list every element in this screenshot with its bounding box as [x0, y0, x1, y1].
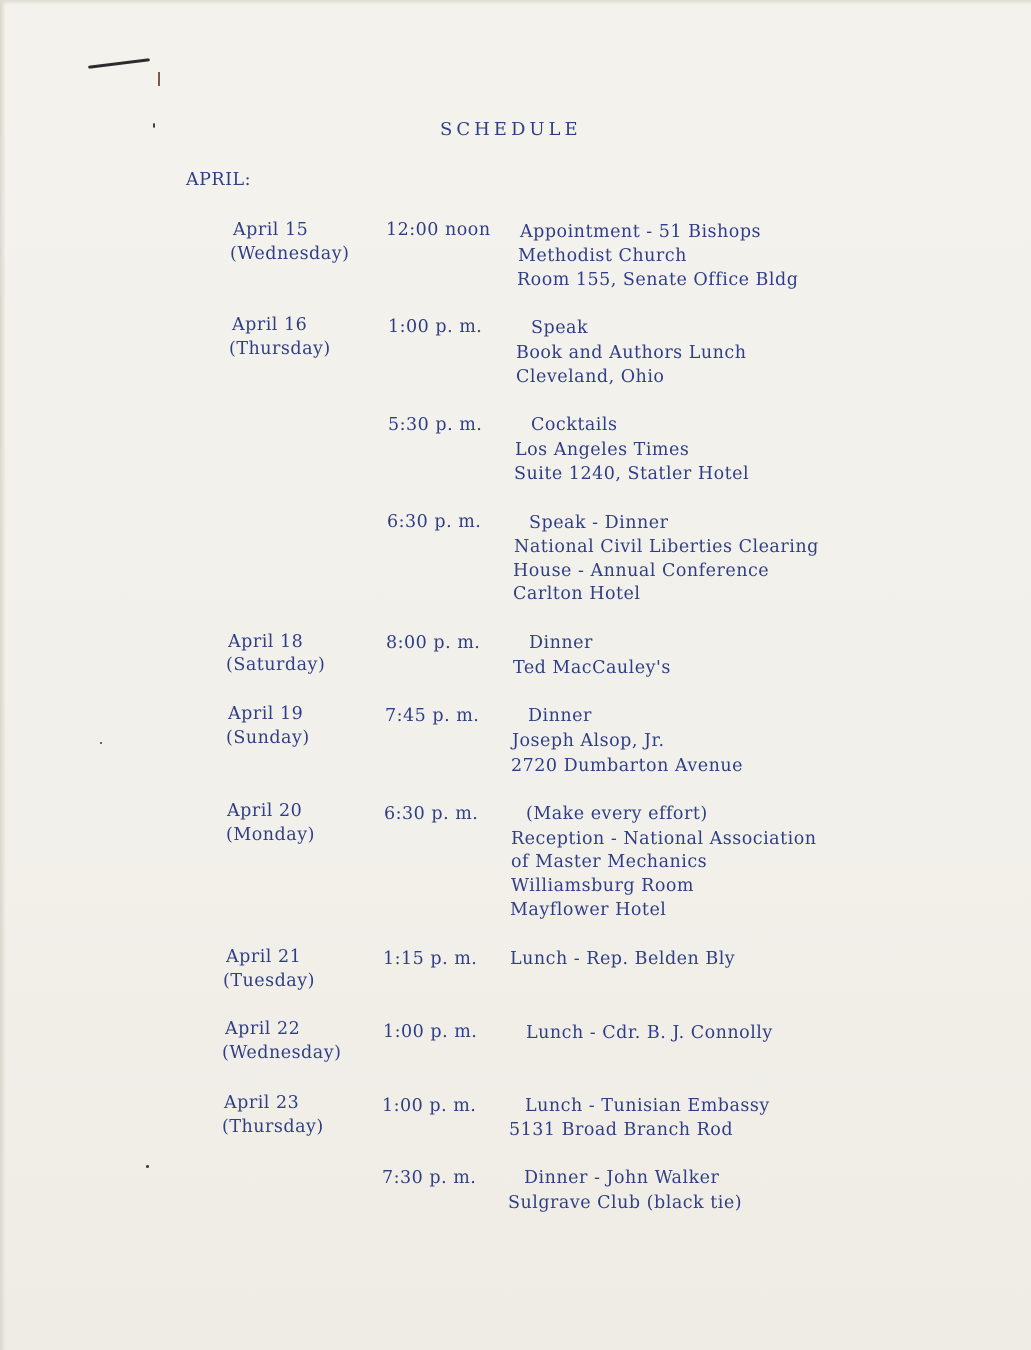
paper-top-edge — [0, 0, 1031, 5]
entry-line: 2720 Dumbarton Avenue — [511, 756, 743, 776]
entry-line: National Civil Liberties Clearing — [514, 537, 819, 557]
entry-time: 7:30 p. m. — [382, 1168, 477, 1188]
entry-day: (Thursday) — [222, 1117, 324, 1137]
entry-day: (Monday) — [226, 825, 315, 845]
entry-line: Carlton Hotel — [513, 584, 641, 604]
entry-line: Lunch - Rep. Belden Bly — [510, 949, 736, 969]
entry-day: (Saturday) — [226, 655, 326, 675]
entry-line: Ted MacCauley's — [513, 658, 671, 678]
entry-line: Methodist Church — [518, 246, 687, 266]
entry-line: Cocktails — [531, 415, 618, 435]
entry-date: April 15 — [233, 220, 309, 240]
entry-time: 1:15 p. m. — [383, 949, 478, 969]
entry-time: 12:00 noon — [386, 220, 491, 240]
entry-time: 1:00 p. m. — [382, 1096, 477, 1116]
entry-line: Dinner - John Walker — [524, 1168, 720, 1188]
entry-time: 1:00 p. m. — [383, 1022, 478, 1042]
entry-line: Mayflower Hotel — [510, 900, 667, 920]
entry-line: Reception - National Association — [511, 829, 817, 849]
entry-time: 6:30 p. m. — [387, 512, 482, 532]
entry-line: Speak — [531, 318, 589, 338]
entry-date: April 16 — [232, 315, 308, 335]
entry-date: April 22 — [225, 1019, 301, 1039]
entry-date: April 20 — [227, 801, 303, 821]
entry-line: Cleveland, Ohio — [516, 367, 665, 387]
entry-day: (Wednesday) — [222, 1043, 342, 1063]
document-title: SCHEDULE — [440, 119, 582, 140]
entry-line: Dinner — [528, 706, 592, 726]
entry-day: (Tuesday) — [223, 971, 315, 991]
entry-time: 1:00 p. m. — [388, 317, 483, 337]
entry-date: April 18 — [228, 632, 304, 652]
entry-time: 7:45 p. m. — [385, 706, 480, 726]
entry-line: Dinner — [529, 633, 593, 653]
entry-date: April 23 — [224, 1093, 300, 1113]
entry-line: 5131 Broad Branch Rod — [509, 1120, 734, 1140]
entry-line: Room 155, Senate Office Bldg — [517, 270, 799, 290]
entry-line: Appointment - 51 Bishops — [520, 222, 762, 242]
entry-time: 6:30 p. m. — [384, 804, 479, 824]
entry-line: Williamsburg Room — [511, 876, 695, 896]
entry-date: April 19 — [228, 704, 304, 724]
entry-line: Joseph Alsop, Jr. — [512, 731, 665, 751]
entry-day: (Wednesday) — [230, 244, 350, 264]
entry-date: April 21 — [226, 947, 302, 967]
entry-line: Book and Authors Lunch — [516, 343, 747, 363]
entry-line: Lunch - Tunisian Embassy — [525, 1096, 770, 1116]
paper-left-edge — [0, 0, 6, 1350]
entry-day: (Sunday) — [226, 728, 310, 748]
entry-line: Sulgrave Club (black tie) — [508, 1193, 743, 1213]
entry-line: Los Angeles Times — [515, 440, 690, 460]
paper-speck — [100, 742, 102, 744]
paper-speck — [146, 1165, 149, 1168]
entry-line: Suite 1240, Statler Hotel — [514, 464, 750, 484]
staple-hole — [158, 72, 160, 86]
entry-line: House - Annual Conference — [513, 561, 770, 581]
entry-time: 5:30 p. m. — [388, 415, 483, 435]
paper-speck — [153, 123, 155, 128]
entry-day: (Thursday) — [229, 339, 331, 359]
month-heading: APRIL: — [186, 170, 252, 190]
entry-time: 8:00 p. m. — [386, 633, 481, 653]
entry-line: of Master Mechanics — [511, 852, 708, 872]
entry-line: Lunch - Cdr. B. J. Connolly — [526, 1023, 773, 1043]
entry-line: (Make every effort) — [526, 804, 708, 824]
entry-line: Speak - Dinner — [529, 513, 669, 533]
